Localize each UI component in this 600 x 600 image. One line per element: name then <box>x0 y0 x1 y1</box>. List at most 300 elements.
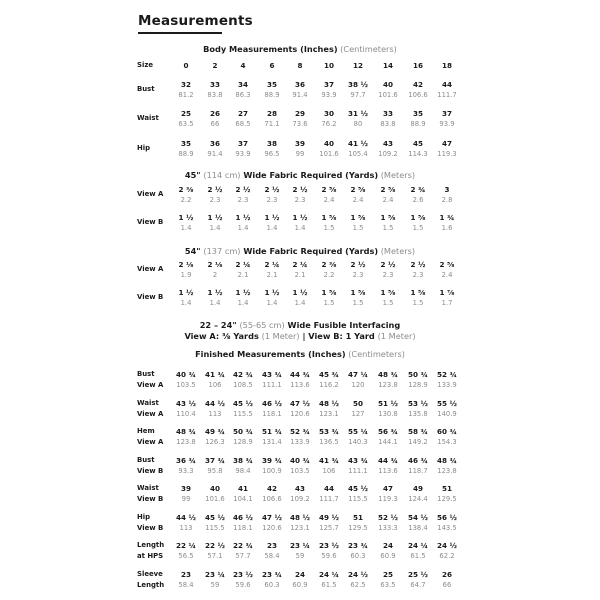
interfacing-text: 22 – 24" <box>199 320 240 330</box>
inch-value: 51 <box>352 513 363 522</box>
inch-value: 53 ½ <box>408 399 428 408</box>
inch-value: 48 ½ <box>319 399 339 408</box>
cm-value: 125.7 <box>319 524 339 532</box>
yard-value: 2 ⅝ <box>439 260 455 269</box>
inch-value: 43 ½ <box>176 399 196 408</box>
inch-value: 37 <box>323 80 334 89</box>
inch-value: 38 ½ <box>348 80 368 89</box>
inch-value: 37 ¾ <box>205 456 225 465</box>
cm-value: 88.9 <box>264 91 280 99</box>
title-underline <box>138 32 222 34</box>
inch-value: 25 <box>382 570 393 579</box>
cm-value: 133.9 <box>437 381 457 389</box>
yard-value: 1 ½ <box>235 213 251 222</box>
inch-value: 47 ½ <box>290 399 310 408</box>
yard-value: 1 ½ <box>292 288 308 297</box>
meter-value: 2.1 <box>266 271 278 279</box>
inch-value: 52 ¾ <box>437 370 457 379</box>
cm-value: 57.7 <box>235 552 251 560</box>
inch-value: 51 <box>441 484 452 493</box>
inch-value: 36 <box>294 80 305 89</box>
meter-value: 1.4 <box>266 224 278 232</box>
cm-value: 123.1 <box>290 524 310 532</box>
inch-value: 37 <box>441 109 452 118</box>
cm-value: 111.7 <box>437 91 457 99</box>
row-sublabel: View A <box>137 438 164 446</box>
heading-alt-text: (Centimeters) <box>337 44 397 54</box>
cm-value: 140.9 <box>437 410 457 418</box>
cm-value: 63.5 <box>178 120 194 128</box>
cm-value: 91.4 <box>292 91 308 99</box>
cm-value: 58.4 <box>178 581 194 589</box>
cm-value: 119.3 <box>378 495 398 503</box>
cm-value: 106 <box>322 467 336 475</box>
row-label: Waist <box>137 114 159 122</box>
meter-value: 1.5 <box>323 224 335 232</box>
inch-value: 54 ½ <box>408 513 428 522</box>
inch-value: 52 ½ <box>378 513 398 522</box>
inch-value: 46 ½ <box>262 399 282 408</box>
cm-value: 105.4 <box>348 150 368 158</box>
inch-value: 41 ¾ <box>319 456 339 465</box>
cm-value: 56.5 <box>178 552 194 560</box>
inch-value: 22 ¼ <box>176 541 196 550</box>
inch-value: 48 ¾ <box>437 456 457 465</box>
inch-value: 55 ¼ <box>348 427 368 436</box>
inch-value: 26 <box>209 109 220 118</box>
cm-value: 120 <box>351 381 365 389</box>
yard-value: 2 ⅛ <box>178 260 194 269</box>
cm-value: 120.6 <box>290 410 310 418</box>
inch-value: 45 ½ <box>348 484 368 493</box>
inch-value: 23 <box>180 570 191 579</box>
meter-value: 1.5 <box>323 299 335 307</box>
yard-value: 3 <box>444 185 450 194</box>
cm-value: 62.5 <box>350 581 366 589</box>
inch-value: 60 ¾ <box>437 427 457 436</box>
cm-value: 60.9 <box>380 552 396 560</box>
cm-value: 61.5 <box>321 581 337 589</box>
inch-value: 56 ½ <box>437 513 457 522</box>
meter-value: 2 <box>212 271 218 279</box>
row-sublabel: View B <box>137 467 164 475</box>
inch-value: 40 <box>209 484 220 493</box>
inch-value: 45 ½ <box>205 513 225 522</box>
cm-value: 60.3 <box>264 581 280 589</box>
inch-value: 52 ¾ <box>290 427 310 436</box>
cm-value: 98.4 <box>235 467 251 475</box>
size-value: 0 <box>183 61 189 70</box>
heading-text: Finished Measurements (Inches) <box>195 349 346 359</box>
cm-value: 93.9 <box>321 91 337 99</box>
cm-value: 83.8 <box>380 120 396 128</box>
cm-value: 106 <box>208 381 222 389</box>
yard-value: 1 ½ <box>178 213 194 222</box>
cm-value: 97.7 <box>350 91 366 99</box>
meter-value: 1.4 <box>294 299 306 307</box>
inch-value: 24 ½ <box>348 570 368 579</box>
inch-value: 40 <box>382 80 393 89</box>
yard-value: 1 ⅝ <box>380 213 396 222</box>
yard-value: 1 ½ <box>264 213 280 222</box>
cm-value: 154.3 <box>437 438 457 446</box>
meter-value: 1.4 <box>237 224 249 232</box>
heading-text: 45" <box>184 170 204 180</box>
cm-value: 58.4 <box>264 552 280 560</box>
inch-value: 43 <box>294 484 305 493</box>
cm-value: 130.8 <box>378 410 398 418</box>
meter-value: 1.4 <box>209 224 221 232</box>
cm-value: 109.2 <box>378 150 398 158</box>
yard-value: 2 ½ <box>292 185 308 194</box>
inch-value: 30 <box>323 109 334 118</box>
inch-value: 25 ½ <box>408 570 428 579</box>
yard-value: 1 ⅝ <box>321 288 337 297</box>
cm-value: 115.5 <box>205 524 225 532</box>
meter-value: 2.2 <box>180 196 192 204</box>
meter-value: 2.3 <box>237 196 249 204</box>
meter-value: 2.3 <box>382 271 394 279</box>
meter-value: 2.3 <box>294 196 306 204</box>
yard-value: 2 ¼ <box>264 260 280 269</box>
cm-value: 80 <box>353 120 363 128</box>
cm-value: 88.9 <box>410 120 426 128</box>
inch-value: 35 <box>180 139 191 148</box>
meter-value: 1.9 <box>180 271 192 279</box>
row-sublabel: View B <box>137 524 164 532</box>
inch-value: 34 <box>237 80 248 89</box>
inch-value: 41 ½ <box>348 139 368 148</box>
meter-value: 1.4 <box>180 299 192 307</box>
inch-value: 49 ¾ <box>205 427 225 436</box>
meter-value: 1.6 <box>441 224 453 232</box>
row-label: View B <box>137 293 164 301</box>
inch-value: 24 ½ <box>437 541 457 550</box>
cm-value: 123.8 <box>378 381 398 389</box>
yard-value: 1 ⅝ <box>350 213 366 222</box>
cm-value: 73.6 <box>292 120 308 128</box>
inch-value: 22 ½ <box>205 541 225 550</box>
heading-text: Body Measurements (Inches) <box>203 44 338 54</box>
yard-value: 2 ½ <box>410 260 426 269</box>
inch-value: 42 <box>266 484 277 493</box>
cm-value: 140.3 <box>348 438 368 446</box>
cm-value: 93.9 <box>439 120 455 128</box>
cm-value: 126.3 <box>205 438 225 446</box>
cm-value: 109.2 <box>290 495 310 503</box>
yard-value: 2 ⅜ <box>178 185 194 194</box>
cm-value: 62.2 <box>439 552 455 560</box>
interfacing-rest-text: Wide Fusible Interfacing <box>284 320 401 330</box>
cm-value: 133.9 <box>290 438 310 446</box>
cm-value: 113.6 <box>290 381 310 389</box>
inch-value: 23 ¾ <box>348 541 368 550</box>
cm-value: 91.4 <box>207 150 223 158</box>
inch-value: 40 <box>323 139 334 148</box>
yard-value: 1 ⅞ <box>439 288 455 297</box>
cm-value: 60.9 <box>292 581 308 589</box>
meter-value: 1.5 <box>412 224 424 232</box>
cm-value: 61.5 <box>410 552 426 560</box>
cm-value: 81.2 <box>178 91 194 99</box>
inch-value: 23 ½ <box>319 541 339 550</box>
cm-value: 113 <box>208 410 222 418</box>
cm-value: 128.9 <box>233 438 253 446</box>
row-sublabel: View B <box>137 495 164 503</box>
row-sublabel: Length <box>137 581 165 589</box>
row-label: Sleeve <box>137 570 163 578</box>
inch-value: 25 <box>180 109 191 118</box>
yard-value: 2 ¼ <box>292 260 308 269</box>
inch-value: 45 ½ <box>233 399 253 408</box>
cm-value: 95.8 <box>207 467 223 475</box>
heading-rest-text: Wide Fabric Required (Yards) <box>240 246 379 256</box>
cm-value: 113.6 <box>378 467 398 475</box>
cm-value: 63.5 <box>380 581 396 589</box>
interfacing-alt-text: (55-65 cm) <box>239 320 285 330</box>
meter-value: 2.1 <box>237 271 249 279</box>
inch-value: 44 <box>323 484 334 493</box>
fabric45-heading <box>0 170 600 180</box>
cm-value: 88.9 <box>178 150 194 158</box>
yard-value: 1 ⅝ <box>380 288 396 297</box>
cm-value: 93.9 <box>235 150 251 158</box>
cm-value: 118.1 <box>262 410 282 418</box>
size-value: 2 <box>212 61 218 70</box>
yard-value: 1 ⅝ <box>321 213 337 222</box>
cm-value: 68.5 <box>235 120 251 128</box>
inch-value: 47 <box>382 484 393 493</box>
inch-value: 42 <box>412 80 423 89</box>
cm-value: 66 <box>442 581 452 589</box>
meter-value: 1.7 <box>441 299 453 307</box>
heading-alt-text: (Centimeters) <box>345 349 405 359</box>
cm-value: 60.3 <box>350 552 366 560</box>
inch-value: 48 ¾ <box>378 370 398 379</box>
yard-value: 2 ¼ <box>235 260 251 269</box>
inch-value: 44 ½ <box>205 399 225 408</box>
row-sublabel: View A <box>137 410 164 418</box>
inch-value: 50 ¾ <box>233 427 253 436</box>
meter-value: 2.4 <box>382 196 394 204</box>
inch-value: 46 ¾ <box>408 456 428 465</box>
inch-value: 47 ½ <box>262 513 282 522</box>
cm-value: 111.7 <box>319 495 339 503</box>
meter-value: 2.3 <box>412 271 424 279</box>
cm-value: 123.8 <box>176 438 196 446</box>
inch-value: 22 ¾ <box>233 541 253 550</box>
cm-value: 135.8 <box>408 410 428 418</box>
cm-value: 59 <box>210 581 220 589</box>
inch-value: 41 <box>237 484 248 493</box>
inch-value: 35 <box>412 109 423 118</box>
cm-value: 115.5 <box>233 410 253 418</box>
inch-value: 43 ¾ <box>262 370 282 379</box>
inch-value: 44 ½ <box>176 513 196 522</box>
inch-value: 23 ¼ <box>205 570 225 579</box>
size-value: 4 <box>240 61 246 70</box>
size-value: 16 <box>412 61 423 70</box>
interfacing-line1 <box>0 320 600 330</box>
meter-value: 1.5 <box>382 299 394 307</box>
interfacing-view-a-text: View A: ⅜ Yards <box>184 331 262 341</box>
body-measurements-heading <box>0 44 600 54</box>
inch-value: 44 ¾ <box>290 370 310 379</box>
inch-value: 23 <box>266 541 277 550</box>
inch-value: 24 ¼ <box>408 541 428 550</box>
cm-value: 110.4 <box>176 410 196 418</box>
cm-value: 100.9 <box>262 467 282 475</box>
yard-value: 2 ¾ <box>410 185 426 194</box>
size-value: 14 <box>382 61 393 70</box>
cm-value: 86.3 <box>235 91 251 99</box>
cm-value: 127 <box>351 410 365 418</box>
cm-value: 120.6 <box>262 524 282 532</box>
inch-value: 36 <box>209 139 220 148</box>
inch-value: 48 ¾ <box>176 427 196 436</box>
row-sublabel: View A <box>137 381 164 389</box>
size-value: 8 <box>297 61 303 70</box>
inch-value: 27 <box>237 109 248 118</box>
size-value: 10 <box>323 61 334 70</box>
meter-value: 1.5 <box>352 299 364 307</box>
cm-value: 106.6 <box>408 91 428 99</box>
meter-value: 1.4 <box>180 224 192 232</box>
cm-value: 149.2 <box>408 438 428 446</box>
inch-value: 49 <box>412 484 423 493</box>
size-label: Size <box>137 61 154 69</box>
heading-text: 54" <box>184 246 204 256</box>
cm-value: 66 <box>210 120 220 128</box>
inch-value: 44 <box>441 80 452 89</box>
meter-value: 2.3 <box>266 196 278 204</box>
fabric54-heading <box>0 246 600 256</box>
cm-value: 111.1 <box>262 381 282 389</box>
yard-value: 2 ½ <box>380 260 396 269</box>
cm-value: 103.5 <box>290 467 310 475</box>
yard-value: 2 ⅜ <box>321 260 337 269</box>
interfacing-view-b-text: | View B: 1 Yard <box>299 331 378 341</box>
cm-value: 71.1 <box>264 120 280 128</box>
meter-value: 2.4 <box>323 196 335 204</box>
row-label: View B <box>137 218 164 226</box>
inch-value: 51 ¾ <box>262 427 282 436</box>
cm-value: 143.5 <box>437 524 457 532</box>
cm-value: 129.5 <box>348 524 368 532</box>
cm-value: 57.1 <box>207 552 223 560</box>
page-title: Measurements <box>138 13 253 29</box>
meter-value: 2.4 <box>352 196 364 204</box>
heading-alt2-text: (Meters) <box>378 170 416 180</box>
heading-alt-text: (114 cm) <box>203 170 241 180</box>
row-label: View A <box>137 265 164 273</box>
inch-value: 58 ¾ <box>408 427 428 436</box>
inch-value: 45 ¾ <box>319 370 339 379</box>
cm-value: 96.5 <box>264 150 280 158</box>
yard-value: 1 ⅝ <box>410 213 426 222</box>
yard-value: 2 ½ <box>235 185 251 194</box>
inch-value: 28 <box>266 109 277 118</box>
inch-value: 23 ¼ <box>290 541 310 550</box>
cm-value: 93.3 <box>178 467 194 475</box>
cm-value: 106.6 <box>262 495 282 503</box>
inch-value: 44 ¾ <box>378 456 398 465</box>
meter-value: 1.5 <box>352 224 364 232</box>
row-label: Hip <box>137 513 151 521</box>
row-label: Bust <box>137 456 155 464</box>
inch-value: 49 ½ <box>319 513 339 522</box>
row-label: Waist <box>137 484 159 492</box>
meter-value: 1.4 <box>294 224 306 232</box>
finished-measurements-heading <box>0 349 600 359</box>
inch-value: 51 ½ <box>378 399 398 408</box>
meter-value: 2.3 <box>352 271 364 279</box>
row-sublabel: at HPS <box>137 552 164 560</box>
inch-value: 23 ½ <box>233 570 253 579</box>
inch-value: 23 ¾ <box>262 570 282 579</box>
size-value: 18 <box>441 61 452 70</box>
inch-value: 42 ¾ <box>233 370 253 379</box>
inch-value: 24 <box>294 570 305 579</box>
heading-rest-text: Wide Fabric Required (Yards) <box>240 170 379 180</box>
cm-value: 108.5 <box>233 381 253 389</box>
cm-value: 111.1 <box>348 467 368 475</box>
inch-value: 48 ½ <box>290 513 310 522</box>
inch-value: 39 ¾ <box>262 456 282 465</box>
yard-value: 2 ½ <box>264 185 280 194</box>
inch-value: 55 ½ <box>437 399 457 408</box>
meter-value: 2.1 <box>294 271 306 279</box>
inch-value: 47 <box>441 139 452 148</box>
inch-value: 37 <box>237 139 248 148</box>
inch-value: 35 <box>266 80 277 89</box>
meter-value: 1.4 <box>237 299 249 307</box>
inch-value: 29 <box>294 109 305 118</box>
inch-value: 53 ¾ <box>319 427 339 436</box>
meter-value: 1.4 <box>266 299 278 307</box>
yard-value: 1 ½ <box>207 288 223 297</box>
heading-alt2-text: (Meters) <box>378 246 416 256</box>
cm-value: 76.2 <box>321 120 337 128</box>
heading-alt-text: (137 cm) <box>203 246 241 256</box>
yard-value: 1 ½ <box>207 213 223 222</box>
cm-value: 144.1 <box>378 438 398 446</box>
inch-value: 24 <box>382 541 393 550</box>
cm-value: 113 <box>179 524 193 532</box>
row-label: Bust <box>137 370 155 378</box>
row-label: Bust <box>137 85 155 93</box>
meter-value: 1.5 <box>412 299 424 307</box>
cm-value: 119.3 <box>437 150 457 158</box>
cm-value: 101.6 <box>205 495 225 503</box>
cm-value: 104.1 <box>233 495 253 503</box>
cm-value: 114.3 <box>408 150 428 158</box>
cm-value: 64.7 <box>410 581 426 589</box>
yard-value: 1 ¾ <box>439 213 455 222</box>
inch-value: 39 <box>294 139 305 148</box>
cm-value: 116.2 <box>319 381 339 389</box>
yard-value: 2 ⅝ <box>380 185 396 194</box>
row-label: Waist <box>137 399 159 407</box>
interfacing-alt2-text: (1 Meter) <box>377 331 416 341</box>
cm-value: 115.5 <box>348 495 368 503</box>
cm-value: 101.6 <box>378 91 398 99</box>
cm-value: 138.4 <box>408 524 428 532</box>
size-value: 12 <box>352 61 363 70</box>
yard-value: 1 ½ <box>235 288 251 297</box>
row-label: Hem <box>137 427 155 435</box>
row-label: Hip <box>137 144 151 152</box>
